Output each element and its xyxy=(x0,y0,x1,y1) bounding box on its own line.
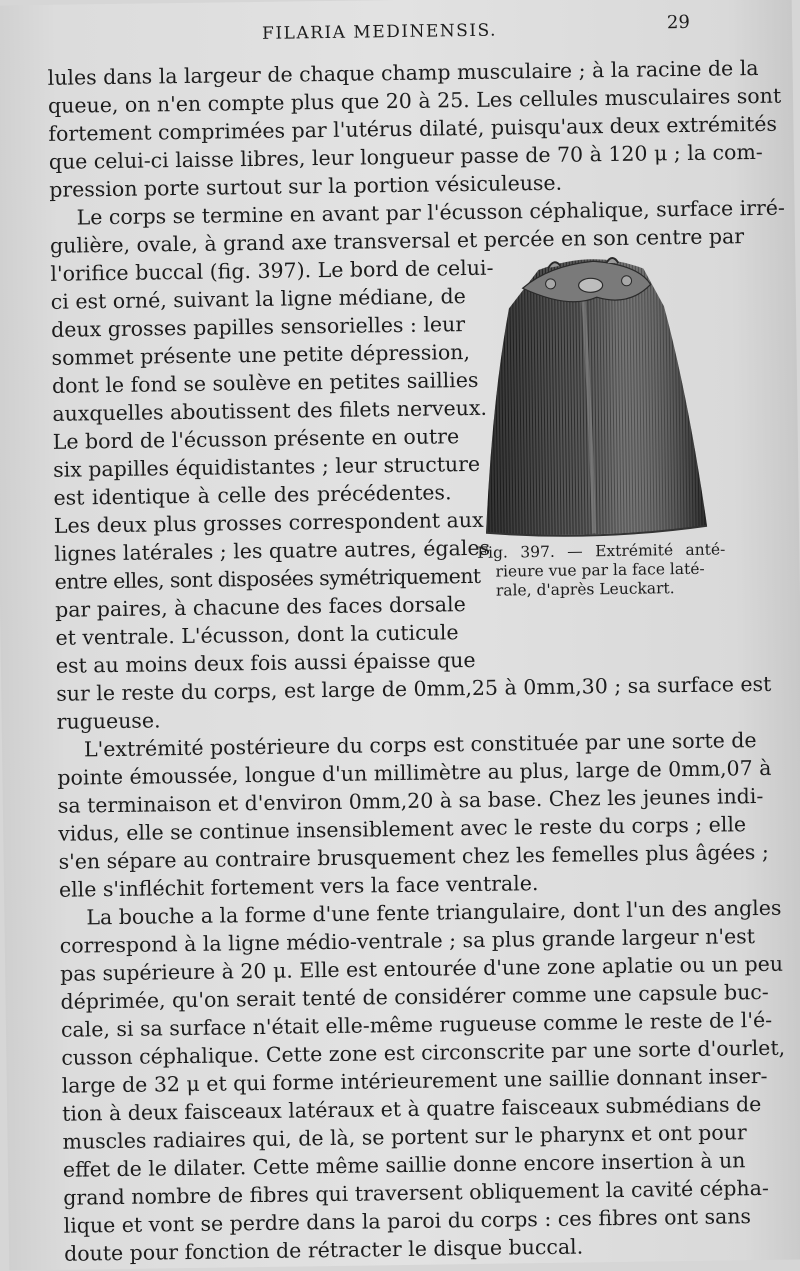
body-line: pas supérieure à 20 μ. Elle est entourée d'une zone aplatie ou un peu xyxy=(60,951,784,986)
body-line: s'en sépare au contraire brusquement chez les femelles plus âgées ; xyxy=(58,839,769,874)
body-line: Le corps se termine en avant par l'écusson céphalique, surface irré- xyxy=(76,195,786,230)
body-line: que celui-ci laisse libres, leur longueur passe de 70 à 120 μ ; la com- xyxy=(48,139,763,174)
body-line: correspond à la ligne médio-ventrale ; sa plus grande largeur n'est xyxy=(59,924,756,958)
body-line: sur le reste du corps, est large de 0mm,25 à 0mm,30 ; sa surface est xyxy=(56,671,772,706)
body-line: par paires, à chacune des faces dorsale xyxy=(54,592,466,622)
body-line: rugueuse. xyxy=(56,708,161,734)
body-line: doute pour fonction de rétracter le disque buccal. xyxy=(63,1234,584,1266)
body-line: est identique à celle des précédentes. xyxy=(53,480,452,510)
body-line: effet de le dilater. Cette même saillie donne encore insertion à un xyxy=(62,1148,746,1182)
figure-caption xyxy=(477,540,726,600)
body-line: pointe émoussée, longue d'un millimètre au plus, large de 0mm,07 à xyxy=(57,755,772,790)
body-line: sommet présente une petite dépression, xyxy=(51,340,471,370)
body-line: gulière, ovale, à grand axe transversal et percée en son centre par xyxy=(49,224,745,258)
body-line: tion à deux faisceaux latéraux et à quatre faisceaux submédians de xyxy=(61,1092,762,1126)
body-line: lules dans la largeur de chaque champ musculaire ; à la racine de la xyxy=(47,55,759,90)
body-line: entre elles, sont disposées symétriquement xyxy=(54,563,481,594)
body-line: sa terminaison et d'environ 0mm,20 à sa base. Chez les jeunes indi- xyxy=(57,783,764,818)
body-line: vidus, elle se continue insensiblement avec le reste du corps ; elle xyxy=(58,812,747,846)
caption-line: rieure vue par la face laté- xyxy=(495,559,705,581)
body-line: muscles radiaires qui, de là, se portent sur le pharynx et ont pour xyxy=(62,1120,747,1154)
body-line: cale, si sa surface n'était elle-même rugueuse comme le reste de l'é- xyxy=(60,1007,773,1042)
body-line: six papilles équidistantes ; leur structure xyxy=(52,451,481,482)
body-line: lique et vont se perdre dans la paroi du corps : ces fibres ont sans xyxy=(63,1204,752,1238)
body-line: pression porte surtout sur la portion vésiculeuse. xyxy=(49,170,563,202)
body-line: large de 32 μ et qui forme intérieurement une saillie donnant inser- xyxy=(61,1063,768,1098)
caption-line: Fig. 397. — Extrémité anté- xyxy=(477,540,726,562)
body-line: ci est orné, suivant la ligne médiane, de xyxy=(50,284,466,314)
body-line: Le bord de l'écusson présente en outre xyxy=(52,424,460,454)
running-title: FILARIA MEDINENSIS. xyxy=(261,20,498,44)
body-line: queue, on n'en compte plus que 20 à 25. Les cellules musculaires sont xyxy=(47,83,782,118)
body-line: déprimée, qu'on serait tenté de considérer comme une capsule buc- xyxy=(60,979,769,1014)
body-line: Les deux plus grosses correspondent aux xyxy=(53,507,484,538)
body-line: l'orifice buccal (fig. 397). Le bord de celui- xyxy=(50,255,494,286)
body-line: dont le fond se soulève en petites saillies xyxy=(51,367,479,398)
body-line: deux grosses papilles sensorielles : leur xyxy=(51,312,466,342)
body-line: lignes latérales ; les quatre autres, égales xyxy=(54,535,491,566)
page-number: 29 xyxy=(666,11,691,34)
figure-397-illustration xyxy=(478,246,712,539)
body-line: La bouche a la forme d'une fente triangulaire, dont l'un des angles xyxy=(86,895,782,930)
caption-line: rale, d'après Leuckart. xyxy=(495,579,675,600)
page-header xyxy=(0,8,792,49)
body-line: L'extrémité postérieure du corps est constituée par une sorte de xyxy=(83,728,757,762)
body-line: fortement comprimées par l'utérus dilaté, puisqu'aux deux extrémités xyxy=(48,111,778,146)
body-line: auxquelles aboutissent des filets nerveux. xyxy=(52,395,488,426)
body-line: et ventrale. L'écusson, dont la cuticule xyxy=(55,620,459,650)
body-line: cusson céphalique. Cette zone est circonscrite par une sorte d'ourlet, xyxy=(61,1035,786,1070)
body-line: grand nombre de fibres qui traversent obliquement la cavité cépha- xyxy=(63,1175,769,1210)
body-line: est au moins deux fois aussi épaisse que xyxy=(55,647,476,678)
body-line: elle s'infléchit fortement vers la face ventrale. xyxy=(58,871,539,902)
